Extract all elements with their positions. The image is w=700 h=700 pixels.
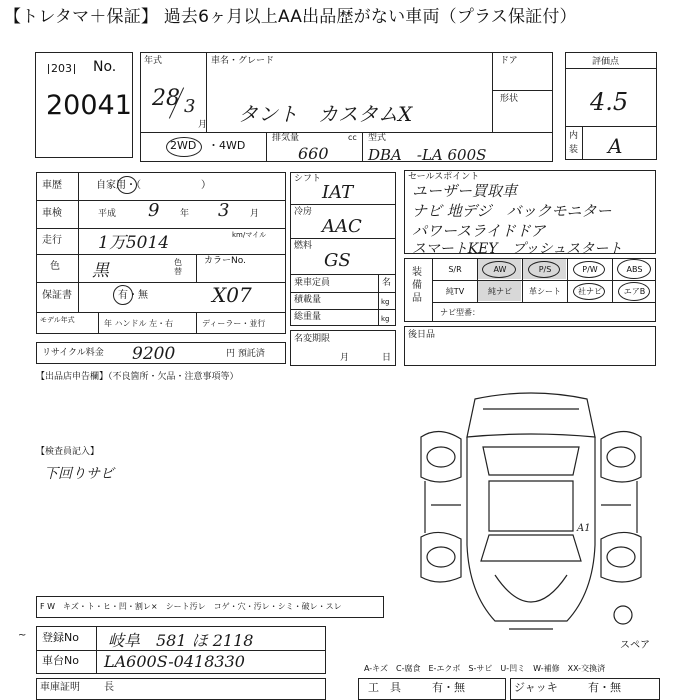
sales-line-3: パワースライドドア (412, 222, 546, 240)
inspection-year: 9 (148, 200, 160, 221)
model-label: 型式 (368, 133, 387, 143)
name-value: タント カスタムX (238, 102, 413, 126)
capacity-unit: 名 (382, 278, 392, 288)
model-year-label: モデル年式 (40, 316, 75, 324)
inspector-text: 下回りサビ (44, 466, 114, 482)
recycle-unit: 円 預託済 (226, 349, 265, 359)
color-value: 黒 (92, 261, 109, 281)
diagram-mark: A1 (577, 523, 591, 534)
color-no-label: カラーNo. (204, 256, 246, 266)
shape-label: 形状 (500, 94, 519, 104)
equip-sr: S/R (448, 265, 462, 274)
shift-label: シフト (294, 174, 322, 184)
equip-airbag-circle (618, 282, 650, 301)
color-no-value: X07 (212, 283, 252, 307)
dealer-label: ディーラー・並行 (202, 319, 266, 328)
banner-title: 【トレタマ＋保証】 過去6ヶ月以上AA出品歴がない車両（プラス保証付） (4, 7, 577, 27)
ac-label: 冷房 (294, 207, 313, 217)
rear-items-label: 後日品 (408, 330, 436, 340)
weight-label: 総重量 (294, 312, 322, 322)
recycle-label: リサイクル料金 (42, 348, 104, 358)
equip-aw: AW (493, 265, 507, 274)
drive-2wd: 2WD (170, 139, 197, 152)
navi-model-label: ナビ型番： (440, 308, 480, 317)
capacity-label: 乗車定員 (294, 278, 331, 288)
displacement-value: 660 (298, 144, 329, 163)
inspection-era: 平成 (98, 209, 117, 219)
lot-no-label: No. (93, 59, 117, 75)
handle-label: 年 ハンドル 左・右 (104, 319, 174, 328)
sales-line-2: ナビ 地デジ バックモニター (412, 202, 612, 220)
rating-value: 4.5 (590, 88, 629, 116)
dealer-notes-header: 【出品店申告欄】（不良箇所・欠品・注意事項等） (36, 372, 239, 382)
equip-airbag: エアB (623, 287, 646, 296)
chassis-label: 車台No (42, 654, 79, 667)
color-change-label: 色替 (174, 258, 182, 276)
displacement-unit: cc (348, 133, 357, 142)
door-label: ドア (500, 56, 518, 66)
lot-prefix: 203 (48, 64, 75, 74)
weight-unit: kg (381, 315, 390, 323)
inspection-label: 車検 (42, 208, 62, 219)
year-value: 28 (152, 86, 180, 111)
fuel-value: GS (324, 250, 351, 271)
equip-pw: P/W (582, 265, 598, 274)
garage-cert-long: 長 (104, 682, 114, 693)
interior-value: A (608, 134, 623, 158)
name-label: 車名・グレード (211, 56, 275, 66)
mileage-unit: km/マイル (232, 231, 267, 239)
equip-pw-circle (573, 261, 605, 278)
margin-mark: ~ (18, 630, 27, 641)
warranty-circle (113, 285, 133, 305)
garage-cert-label: 車庫証明 (40, 682, 80, 693)
rename-label: 名変期限 (294, 334, 331, 344)
chassis-value: LA600S-0418330 (104, 652, 245, 671)
equip-abs: ABS (626, 265, 643, 274)
equip-abs-circle (617, 259, 651, 279)
warranty-value: 有・無 (118, 290, 148, 301)
mileage-value: 1万5014 (98, 233, 170, 253)
sales-line-4: スマートKEY プッシュスタート (412, 241, 623, 257)
lot-number: 20041 (46, 90, 132, 121)
month-value: 3 (184, 96, 196, 117)
history-circle (117, 176, 137, 194)
model-value: DBA -LA 600S (368, 146, 487, 164)
car-damage-diagram (405, 385, 657, 640)
mileage-label: 走行 (42, 235, 62, 246)
reg-label: 登録No (42, 631, 79, 644)
jack-value: 有・無 (588, 681, 621, 694)
equip-third-navi-circle (573, 283, 605, 300)
equip-navi: 純ナビ (488, 287, 512, 296)
sales-line-1: ユーザー買取車 (412, 182, 518, 200)
damage-row-text: F W キズ・ト・ヒ・凹・割レ× シート汚レ コゲ・穴・汚レ・シミ・破レ・スレ (40, 602, 342, 611)
recycle-value: 9200 (132, 344, 176, 364)
equip-aw-circle (482, 261, 516, 278)
tools-label: 工 具 (368, 681, 401, 694)
rating-label: 評価点 (592, 57, 620, 67)
month-unit: 月 (198, 120, 208, 130)
color-label: 色 (50, 261, 60, 272)
fuel-label: 燃料 (294, 241, 313, 251)
equip-tv: 純TV (445, 287, 465, 296)
legend-text: A-キズ C-腐食 E-エクボ S-サビ U-凹ミ W-補修 XX-交換済 (364, 664, 606, 673)
rename-month: 月 (340, 353, 350, 363)
displacement-label: 排気量 (272, 133, 300, 143)
rear-items-box (404, 326, 656, 366)
equip-ps-circle (528, 261, 560, 278)
equip-ps: P/S (538, 265, 552, 274)
inspection-year-unit: 年 (180, 209, 190, 219)
equip-leather: 革シート (529, 287, 561, 296)
load-unit: kg (381, 298, 390, 306)
ac-value: AAC (322, 216, 362, 237)
warranty-label: 保証書 (42, 290, 72, 301)
left-info-box (36, 172, 286, 334)
spare-label: スペア (620, 640, 650, 651)
inspection-month: 3 (218, 200, 230, 221)
history-label: 車歴 (42, 180, 62, 191)
tools-value: 有・無 (432, 681, 465, 694)
jack-label: ジャッキ (514, 681, 558, 694)
interior-label-2: 装 (569, 145, 579, 155)
year-label: 年式 (144, 56, 163, 66)
history-value: 自家用・（ ） (96, 180, 211, 191)
interior-label-1: 内 (569, 131, 579, 141)
equipment-label: 装備品 (412, 267, 422, 304)
equip-third-navi: 社ナビ (578, 287, 602, 296)
reg-value: 岐阜 581 ほ 2118 (108, 631, 254, 650)
sales-label: セールスポイント (408, 172, 480, 182)
rename-day: 日 (382, 353, 392, 363)
drive-4wd: ・4WD (208, 139, 246, 152)
load-label: 積載量 (294, 295, 322, 305)
inspection-month-unit: 月 (250, 209, 260, 219)
shift-value: IAT (322, 182, 354, 203)
inspector-header: 【検査員記入】 (36, 447, 100, 457)
